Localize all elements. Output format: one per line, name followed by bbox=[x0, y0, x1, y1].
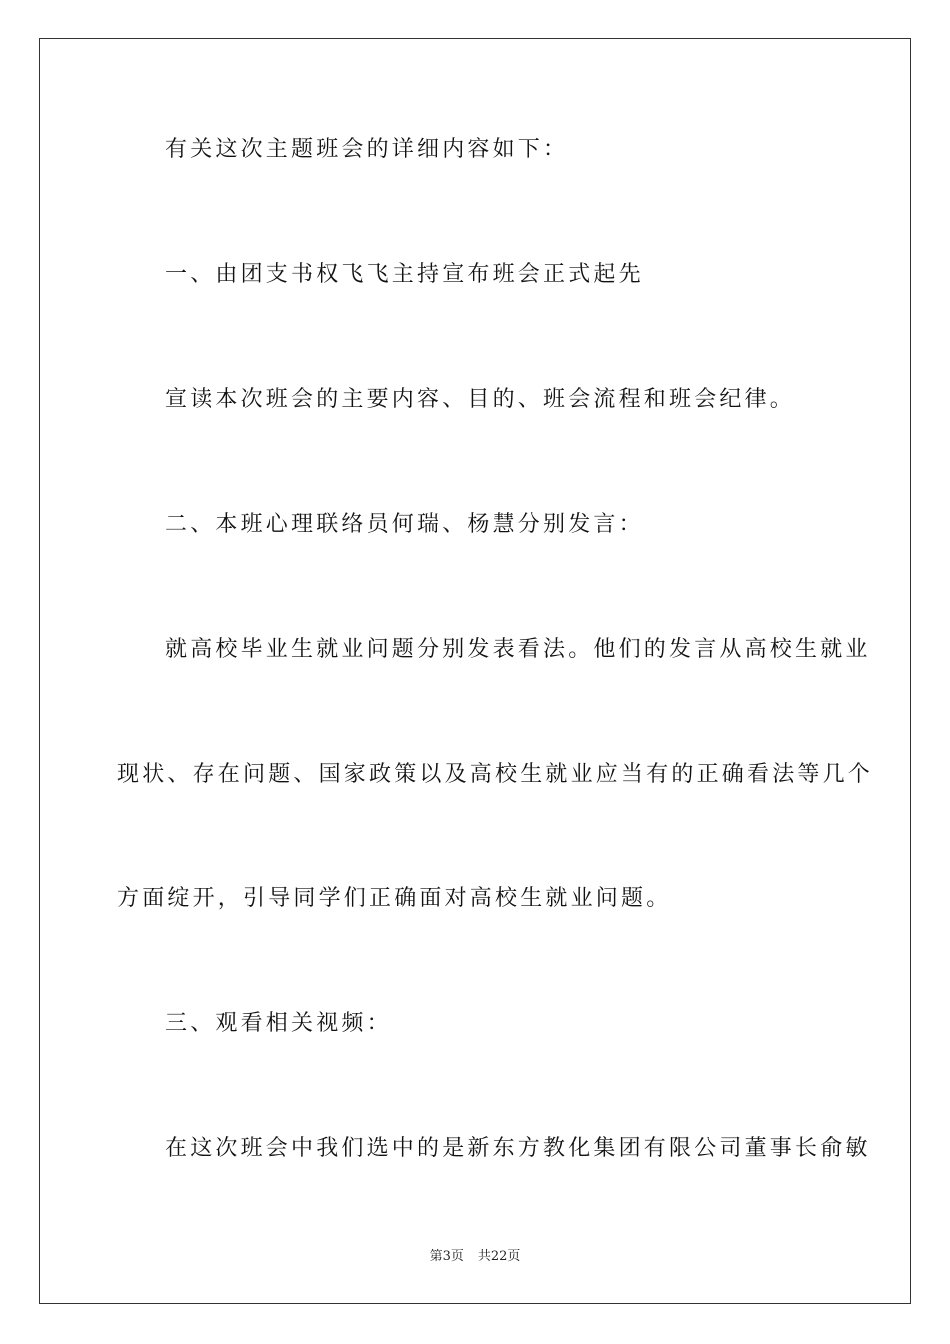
section-heading-1: 一、由团支书权飞飞主持宣布班会正式起先 bbox=[165, 262, 644, 287]
section-heading-3: 三、观看相关视频： bbox=[165, 1011, 392, 1036]
page-border bbox=[39, 38, 911, 1304]
paragraph-line: 方面绽开，引导同学们正确面对高校生就业问题。 bbox=[117, 886, 672, 911]
section-heading-2: 二、本班心理联络员何瑞、杨慧分别发言： bbox=[165, 512, 644, 537]
paragraph-line: 现状、存在问题、国家政策以及高校生就业应当有的正确看法等几个 bbox=[117, 762, 874, 787]
page-total: 共22页 bbox=[477, 1249, 521, 1264]
page-number: 第3页 bbox=[429, 1249, 464, 1264]
paragraph-line: 在这次班会中我们选中的是新东方教化集团有限公司董事长俞敏 bbox=[165, 1136, 871, 1161]
paragraph-line: 就高校毕业生就业问题分别发表看法。他们的发言从高校生就业 bbox=[165, 637, 871, 662]
paragraph-line: 宣读本次班会的主要内容、目的、班会流程和班会纪律。 bbox=[165, 387, 796, 412]
paragraph-line: 有关这次主题班会的详细内容如下： bbox=[165, 137, 569, 162]
page-footer bbox=[0, 1248, 950, 1266]
